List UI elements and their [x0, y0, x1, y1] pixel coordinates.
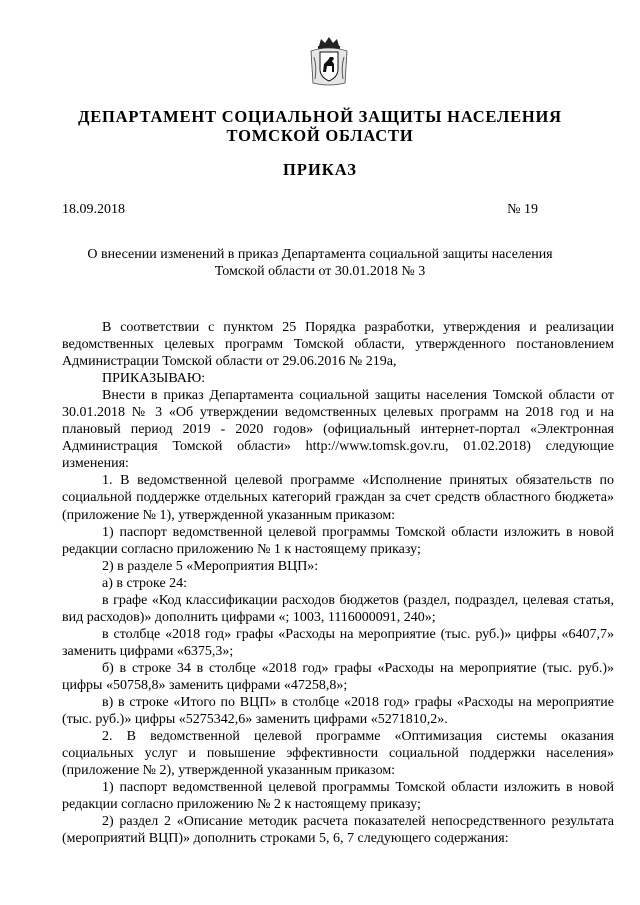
body-paragraph: 1) паспорт ведомственной целевой программы Томской области изложить в новой редакции согласно приложению № 2 к настоящему приказу;: [62, 780, 614, 813]
document-number: № 19: [507, 202, 538, 217]
body-paragraph: 2. В ведомственной целевой программе «Оптимизация системы оказания социальных услуг и повышение эффективности социальной поддержки населения» (приложение № 2), утвержденной указанным приказом:: [62, 729, 614, 779]
body-paragraph: 1. В ведомственной целевой программе «Исполнение принятых обязательств по социальной поддержке отдельных категорий граждан за счет средств областного бюджета» (приложение № 1), утвержденной указанным приказом:: [62, 473, 614, 523]
body-paragraph: в графе «Код классификации расходов бюджетов (раздел, подраздел, целевая статья, вид расходов)» дополнить цифрами «; 1003, 1116000091, 240»;: [62, 592, 614, 625]
body-paragraph: в) в строке «Итого по ВЦП» в столбце «2018 год» графы «Расходы на мероприятие (тыс. руб.)» цифры «5275342,6» заменить цифрами «5271810,2».: [62, 695, 614, 728]
coat-of-arms-icon: [309, 37, 349, 87]
body-paragraph: ПРИКАЗЫВАЮ:: [102, 371, 206, 387]
body-paragraph: Внести в приказ Департамента социальной защиты населения Томской области от 30.01.2018 № 3 «Об утверждении ведомственных целевых программ на 2018 год и на плановый период 2019 - 2020 годов» (официальный интернет-портал «Электронная Администрация Томской области» http://www.tomsk.gov.ru, 01.02.2018) следующие изменения:: [62, 388, 614, 472]
body-paragraph: В соответствии с пунктом 25 Порядка разработки, утверждения и реализации ведомственных целевых программ Томской области, утвержденного постановлением Администрации Томской области от 29.06.2016 № 219а,: [62, 320, 614, 370]
organization-name-line1: ДЕПАРТАМЕНТ СОЦИАЛЬНОЙ ЗАЩИТЫ НАСЕЛЕНИЯ: [78, 107, 562, 126]
body-paragraph: а) в строке 24:: [102, 575, 188, 591]
subject-line1: О внесении изменений в приказ Департамента социальной защиты населения: [87, 247, 553, 262]
body-paragraph: 2) в разделе 5 «Мероприятия ВЦП»:: [102, 558, 319, 574]
organization-name-line2: ТОМСКОЙ ОБЛАСТИ: [226, 126, 414, 145]
subject-line2: Томской области от 30.01.2018 № 3: [214, 264, 426, 279]
document-subject: [0, 246, 640, 280]
body-paragraph: 2) раздел 2 «Описание методик расчета показателей непосредственного результата (мероприятий ВЦП)» дополнить строками 5, 6, 7 следующего содержания:: [62, 814, 614, 847]
body-paragraph: 1) паспорт ведомственной целевой программы Томской области изложить в новой редакции согласно приложению № 1 к настоящему приказу;: [62, 524, 614, 557]
document-type-title: ПРИКАЗ: [283, 160, 357, 179]
document-body: [62, 319, 614, 847]
body-paragraph: в столбце «2018 год» графы «Расходы на мероприятие (тыс. руб.)» цифры «6407,7» заменить цифрами «6375,3»;: [62, 626, 614, 659]
body-paragraph: б) в строке 34 в столбце «2018 год» графы «Расходы на мероприятие (тыс. руб.)» цифры «50758,8» заменить цифрами «47258,8»;: [62, 660, 614, 693]
document-date: 18.09.2018: [62, 202, 125, 217]
